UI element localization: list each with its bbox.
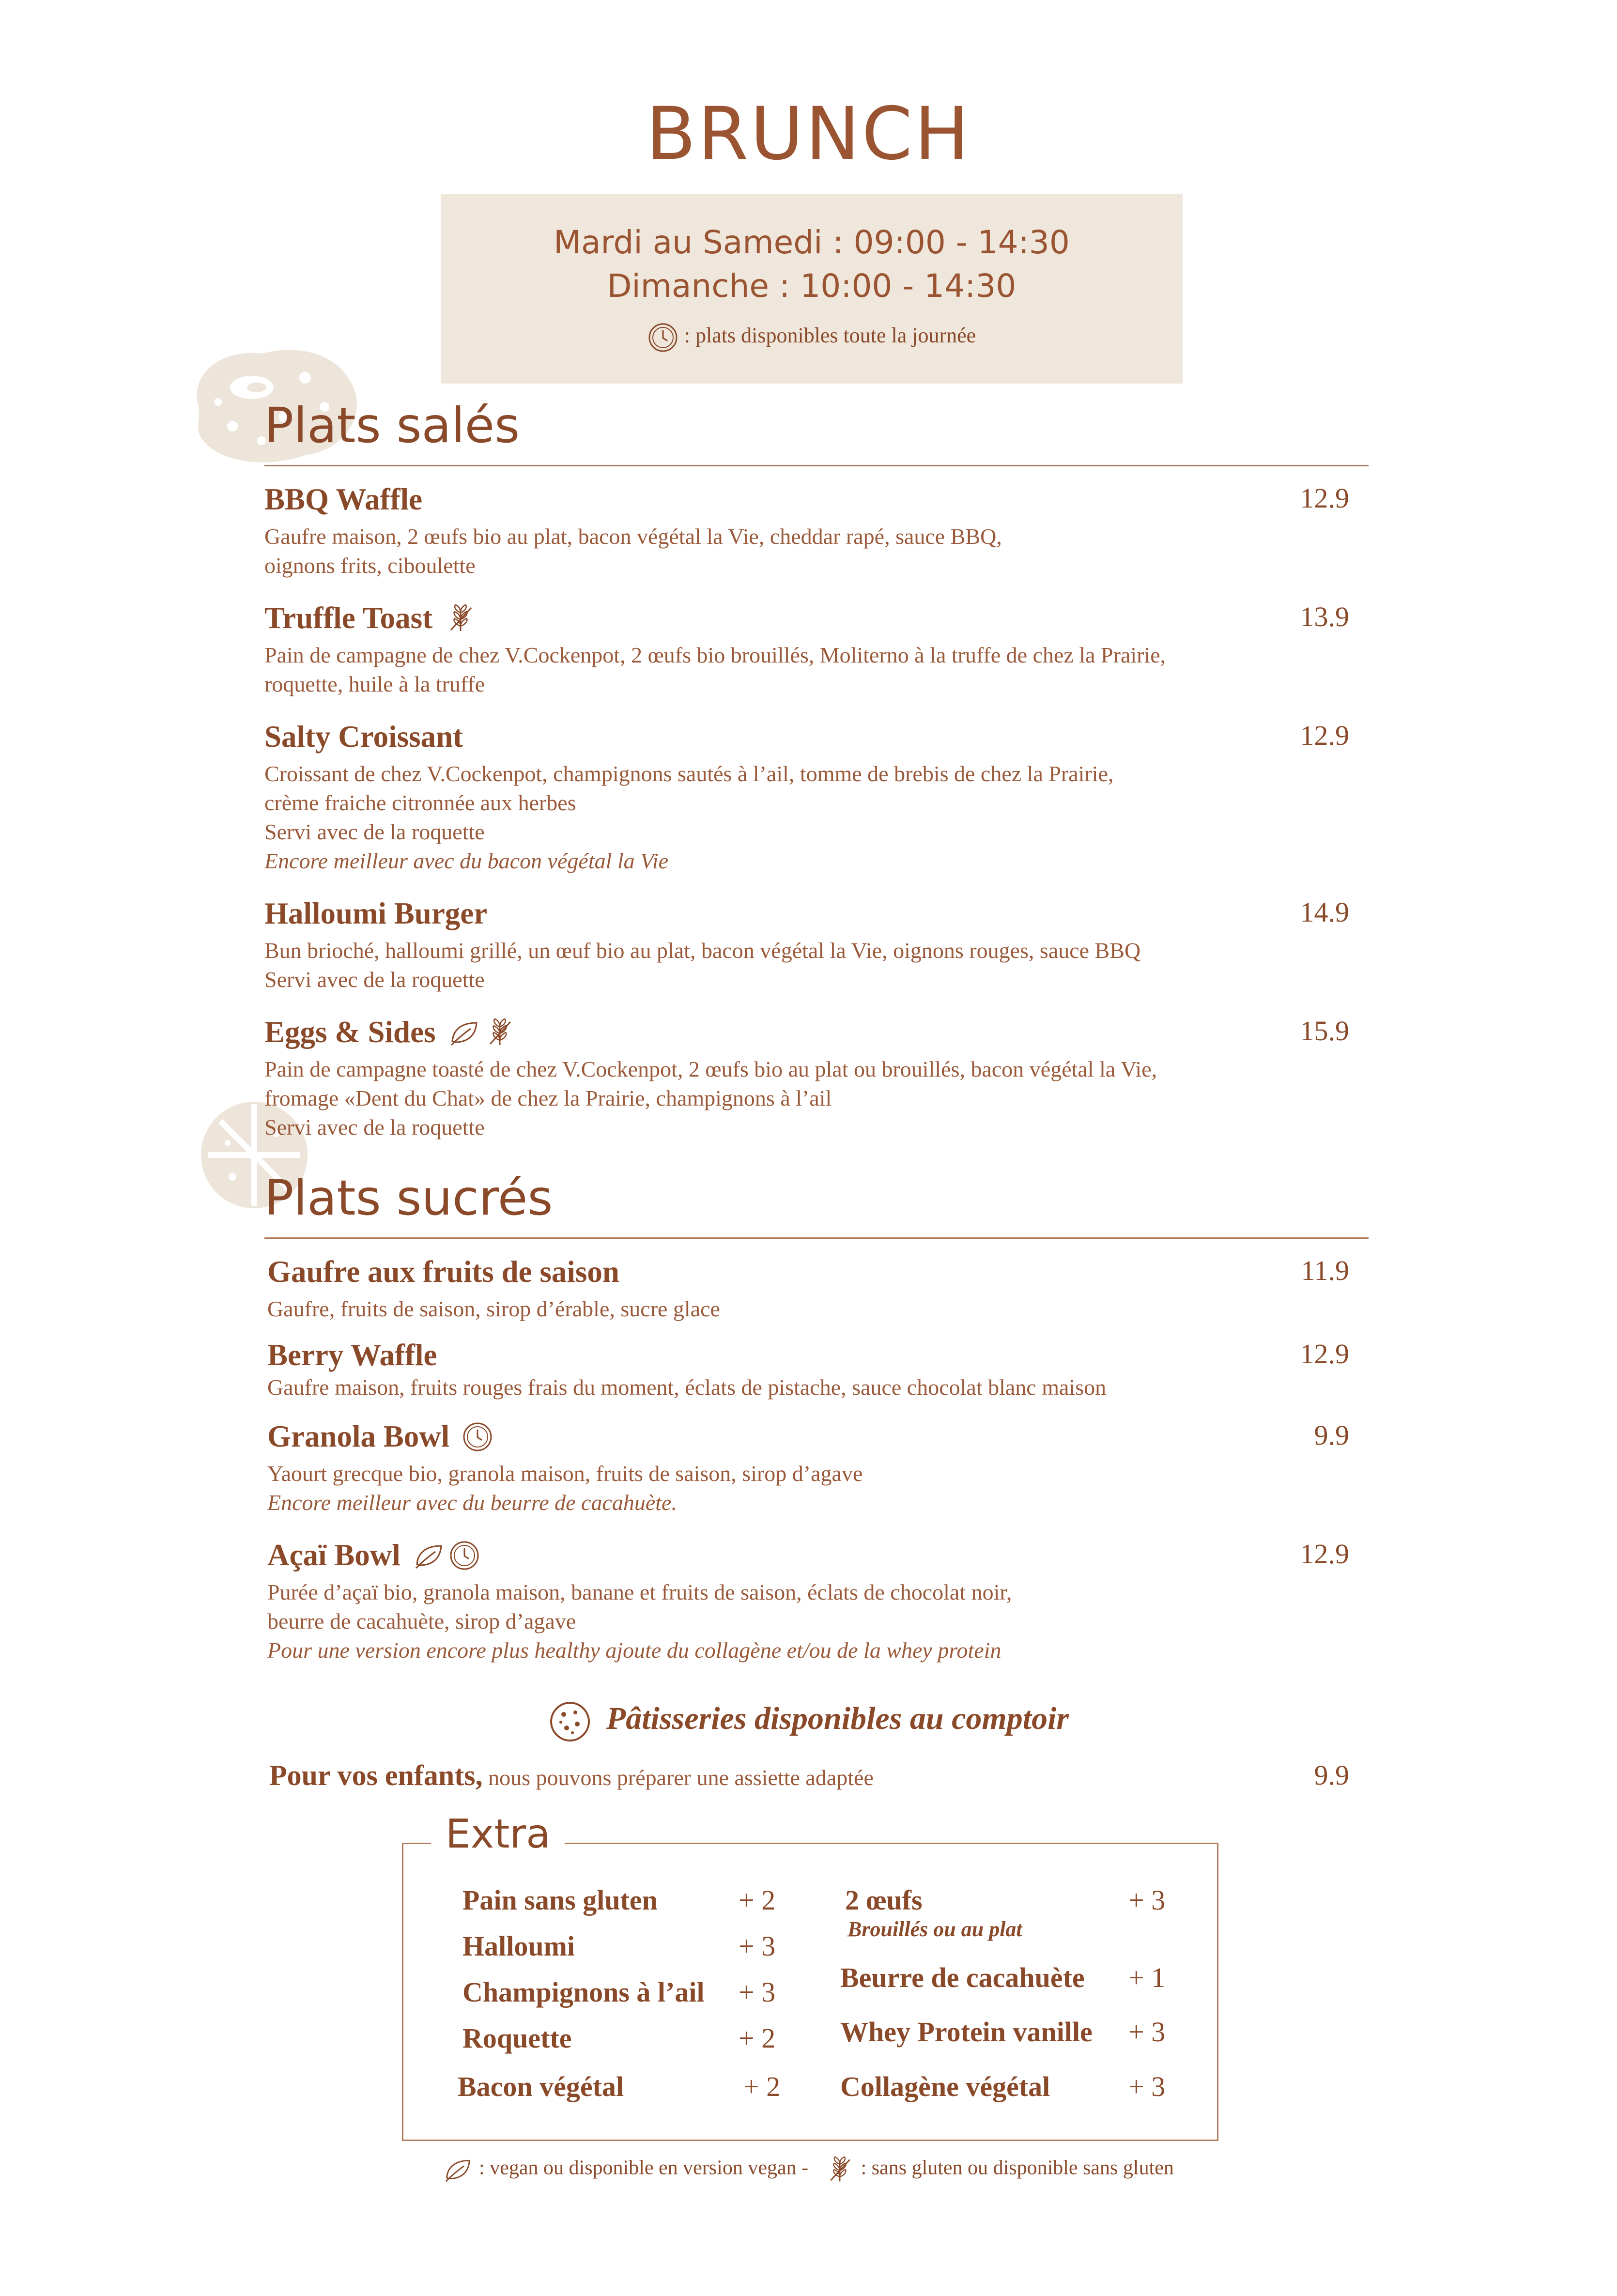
extras-title: Extra [431, 1811, 565, 1857]
menu-item [264, 1015, 1349, 1142]
item-price: 14.9 [1300, 896, 1349, 928]
gluten-free-icon [825, 2155, 854, 2184]
item-price: 15.9 [1300, 1015, 1349, 1047]
clock-icon [449, 1540, 480, 1571]
desc-line: Servi avec de la roquette [264, 1115, 485, 1140]
desc-line: roquette, huile à la truffe [264, 672, 485, 696]
extra-item-price: + 2 [739, 1884, 776, 1916]
desc-line: Gaufre maison, fruits rouges frais du moment, éclats de pistache, sauce chocolat blanc maison [267, 1375, 1107, 1400]
desc-line: Croissant de chez V.Cockenpot, champignons sautés à l’ail, tomme de brebis de chez la Prairie, [264, 761, 1114, 786]
section-divider [264, 1237, 1369, 1239]
extra-item-name: Whey Protein vanille [840, 2016, 1093, 2048]
item-description [264, 641, 1349, 699]
opening-hours-box [441, 194, 1183, 384]
extra-item-price: + 2 [739, 2022, 776, 2054]
item-description [264, 759, 1349, 876]
item-description [267, 1459, 1349, 1517]
desc-line: fromage «Dent du Chat» de chez la Prairie, champignons à l’ail [264, 1086, 832, 1110]
all-day-note [441, 322, 1183, 353]
item-name: Halloumi Burger [264, 896, 488, 930]
section-divider [264, 465, 1369, 466]
extra-item-price: + 3 [1128, 1884, 1166, 1916]
menu-item [267, 1419, 1349, 1517]
kids-text: nous pouvons préparer une assiette adaptée [488, 1765, 874, 1790]
desc-line: Pain de campagne toasté de chez V.Cockenpot, 2 œufs bio au plat ou brouillés, bacon végétal la Vie, [264, 1057, 1157, 1081]
extra-item-price: + 2 [743, 2071, 781, 2102]
item-price: 11.9 [1301, 1255, 1349, 1286]
kids-label: Pour vos enfants, [269, 1759, 483, 1791]
item-name: Açaï Bowl [267, 1538, 400, 1572]
menu-item [264, 601, 1349, 699]
desc-line: Yaourt grecque bio, granola maison, fruits de saison, sirop d’agave [267, 1461, 863, 1486]
item-price: 13.9 [1300, 601, 1349, 632]
section-title-savory: Plats salés [264, 397, 520, 454]
item-price: 12.9 [1300, 1538, 1349, 1570]
patisseries-text: Pâtisseries disponibles au comptoir [606, 1701, 1069, 1737]
clock-icon [647, 322, 678, 353]
desc-line: Pain de campagne de chez V.Cockenpot, 2 œufs bio brouillés, Moliterno à la truffe de chez la Prairie, [264, 643, 1166, 667]
kids-price: 9.9 [1314, 1759, 1349, 1791]
item-name: Gaufre aux fruits de saison [267, 1255, 619, 1289]
extra-item-note: Brouillés ou au plat [847, 1917, 1022, 1941]
item-price: 9.9 [1314, 1419, 1349, 1451]
desc-suggestion: Pour une version encore plus healthy ajoute du collagène et/ou de la whey protein [267, 1638, 1001, 1663]
page-title: BRUNCH [646, 92, 971, 176]
all-day-note-text: : plats disponibles toute la journée [684, 324, 976, 348]
extra-item-price: + 3 [1128, 2071, 1166, 2102]
section-title-sweet: Plats sucrés [264, 1170, 553, 1226]
extra-item-price: + 3 [1128, 2016, 1166, 2048]
extra-item-name: Champignons à l’ail [462, 1976, 705, 2008]
desc-line: beurre de cacahuète, sirop d’agave [267, 1609, 576, 1633]
menu-item [264, 896, 1349, 994]
vegan-leaf-icon [443, 2155, 472, 2184]
desc-line: Servi avec de la roquette [264, 819, 485, 844]
extra-item-name: 2 œufs [845, 1884, 923, 1916]
item-name: Salty Croissant [264, 720, 463, 754]
extra-item-name: Pain sans gluten [462, 1884, 658, 1916]
menu-item [264, 482, 1349, 580]
desc-line: oignons frits, ciboulette [264, 553, 476, 578]
menu-item [264, 719, 1349, 876]
item-name: Eggs & Sides [264, 1015, 436, 1049]
menu-item [267, 1538, 1349, 1665]
desc-suggestion: Encore meilleur avec du bacon végétal la Vie [264, 848, 669, 873]
item-price: 12.9 [1300, 720, 1349, 751]
item-name: Truffle Toast [264, 601, 433, 635]
vegan-leaf-icon [413, 1540, 444, 1571]
item-name: BBQ Waffle [264, 482, 423, 516]
menu-item [267, 1254, 1349, 1324]
item-name: Berry Waffle [267, 1338, 437, 1372]
extra-item-price: + 1 [1128, 1962, 1166, 1993]
item-description [267, 1294, 1349, 1324]
extra-item-name: Collagène végétal [840, 2071, 1050, 2102]
item-description [264, 936, 1349, 994]
desc-line: crème fraiche citronnée aux herbes [264, 790, 576, 815]
extra-item-name: Beurre de cacahuète [840, 1962, 1085, 1993]
hours-sunday: Dimanche : 10:00 - 14:30 [607, 267, 1016, 305]
item-price: 12.9 [1300, 482, 1349, 514]
extra-item-name: Halloumi [462, 1930, 575, 1962]
item-description [264, 522, 1349, 580]
legend [0, 2155, 1617, 2184]
extra-item-price: + 3 [739, 1976, 776, 2008]
item-price: 12.9 [1300, 1338, 1349, 1370]
desc-line: Bun brioché, halloumi grillé, un œuf bio au plat, bacon végétal la Vie, oignons rouges, sauce BBQ [264, 938, 1141, 963]
extra-item-name: Roquette [462, 2022, 572, 2054]
legend-gluten: : sans gluten ou disponible sans gluten [861, 2157, 1174, 2179]
kids-offer [269, 1759, 1349, 1792]
desc-line: Gaufre, fruits de saison, sirop d’érable, sucre glace [267, 1296, 720, 1321]
gluten-free-icon [445, 603, 476, 634]
legend-vegan: : vegan ou disponible en version vegan - [479, 2157, 809, 2179]
item-description [264, 1055, 1349, 1142]
desc-line: Purée d’açaï bio, granola maison, banane et fruits de saison, éclats de chocolat noir, [267, 1580, 1012, 1604]
desc-line: Servi avec de la roquette [264, 967, 485, 992]
item-description [267, 1578, 1349, 1665]
vegan-leaf-icon [448, 1017, 479, 1048]
patisseries-note [0, 1700, 1617, 1743]
item-name: Granola Bowl [267, 1419, 450, 1453]
hours-weekdays: Mardi au Samedi : 09:00 - 14:30 [554, 224, 1070, 261]
gluten-free-icon [484, 1017, 515, 1048]
clock-icon [462, 1421, 493, 1452]
desc-line: Gaufre maison, 2 œufs bio au plat, bacon végétal la Vie, cheddar rapé, sauce BBQ, [264, 524, 1002, 549]
desc-suggestion: Encore meilleur avec du beurre de cacahuète. [267, 1490, 677, 1515]
menu-item [267, 1338, 1349, 1402]
item-description [267, 1373, 1349, 1402]
cookie-icon [548, 1700, 592, 1743]
extra-item-name: Bacon végétal [458, 2071, 624, 2102]
extra-item-price: + 3 [739, 1930, 776, 1962]
